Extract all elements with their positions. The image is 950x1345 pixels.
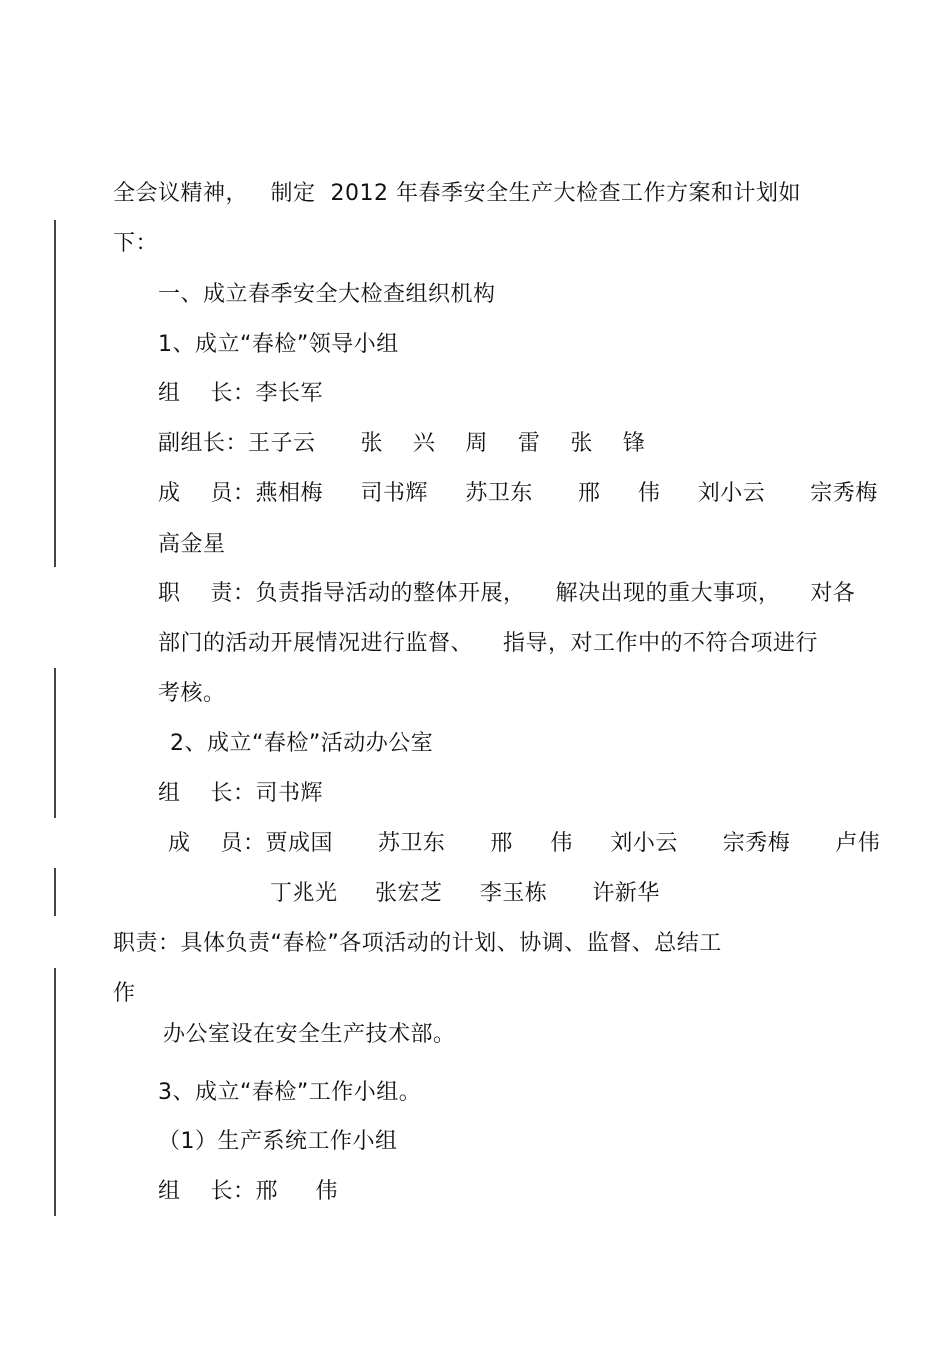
subsection-heading: 3、成立“春检”工作小组。: [158, 1080, 422, 1105]
body-text-line: 副组长：王子云 张 兴 周 雷 张 锋: [158, 431, 646, 456]
body-text-line: 组 长：李长军: [158, 381, 323, 406]
body-text-line: 高金星: [158, 532, 226, 557]
body-text-line: 职 责：负责指导活动的整体开展， 解决出现的重大事项， 对各: [158, 581, 856, 606]
body-text-line: 成 员：贾成国 苏卫东 邢 伟 刘小云 宗秀梅 卢伟: [168, 831, 881, 856]
body-text-line: 丁兆光 张宏芝 李玉栋 许新华: [270, 881, 660, 906]
margin-revision-bar: [54, 868, 56, 916]
body-text-line: 组 长：司书辉: [158, 781, 323, 806]
body-text-line: 作: [113, 981, 136, 1006]
subsection-heading: 1、成立“春检”领导小组: [158, 332, 399, 357]
subsection-heading: （1）生产系统工作小组: [158, 1129, 398, 1154]
margin-revision-bar: [54, 220, 56, 567]
body-text-line: 下：: [113, 231, 159, 256]
body-text-line: 办公室设在安全生产技术部。: [163, 1022, 456, 1047]
body-text-line: 成 员：燕相梅 司书辉 苏卫东 邢 伟 刘小云 宗秀梅: [158, 481, 878, 506]
body-text-line: 考核。: [158, 681, 226, 706]
body-text-line: 组 长：邢 伟: [158, 1179, 338, 1204]
body-text-line: 职责：具体负责“春检”各项活动的计划、协调、监督、总结工: [113, 931, 722, 956]
section-heading: 一、成立春季安全大检查组织机构: [158, 282, 496, 307]
subsection-heading: 2、成立“春检”活动办公室: [170, 731, 434, 756]
body-text-line: 全会议精神， 制定 2012 年春季安全生产大检查工作方案和计划如: [113, 181, 801, 206]
body-text-line: 部门的活动开展情况进行监督、 指导，对工作中的不符合项进行: [158, 631, 818, 656]
margin-revision-bar: [54, 668, 56, 818]
margin-revision-bar: [54, 968, 56, 1216]
